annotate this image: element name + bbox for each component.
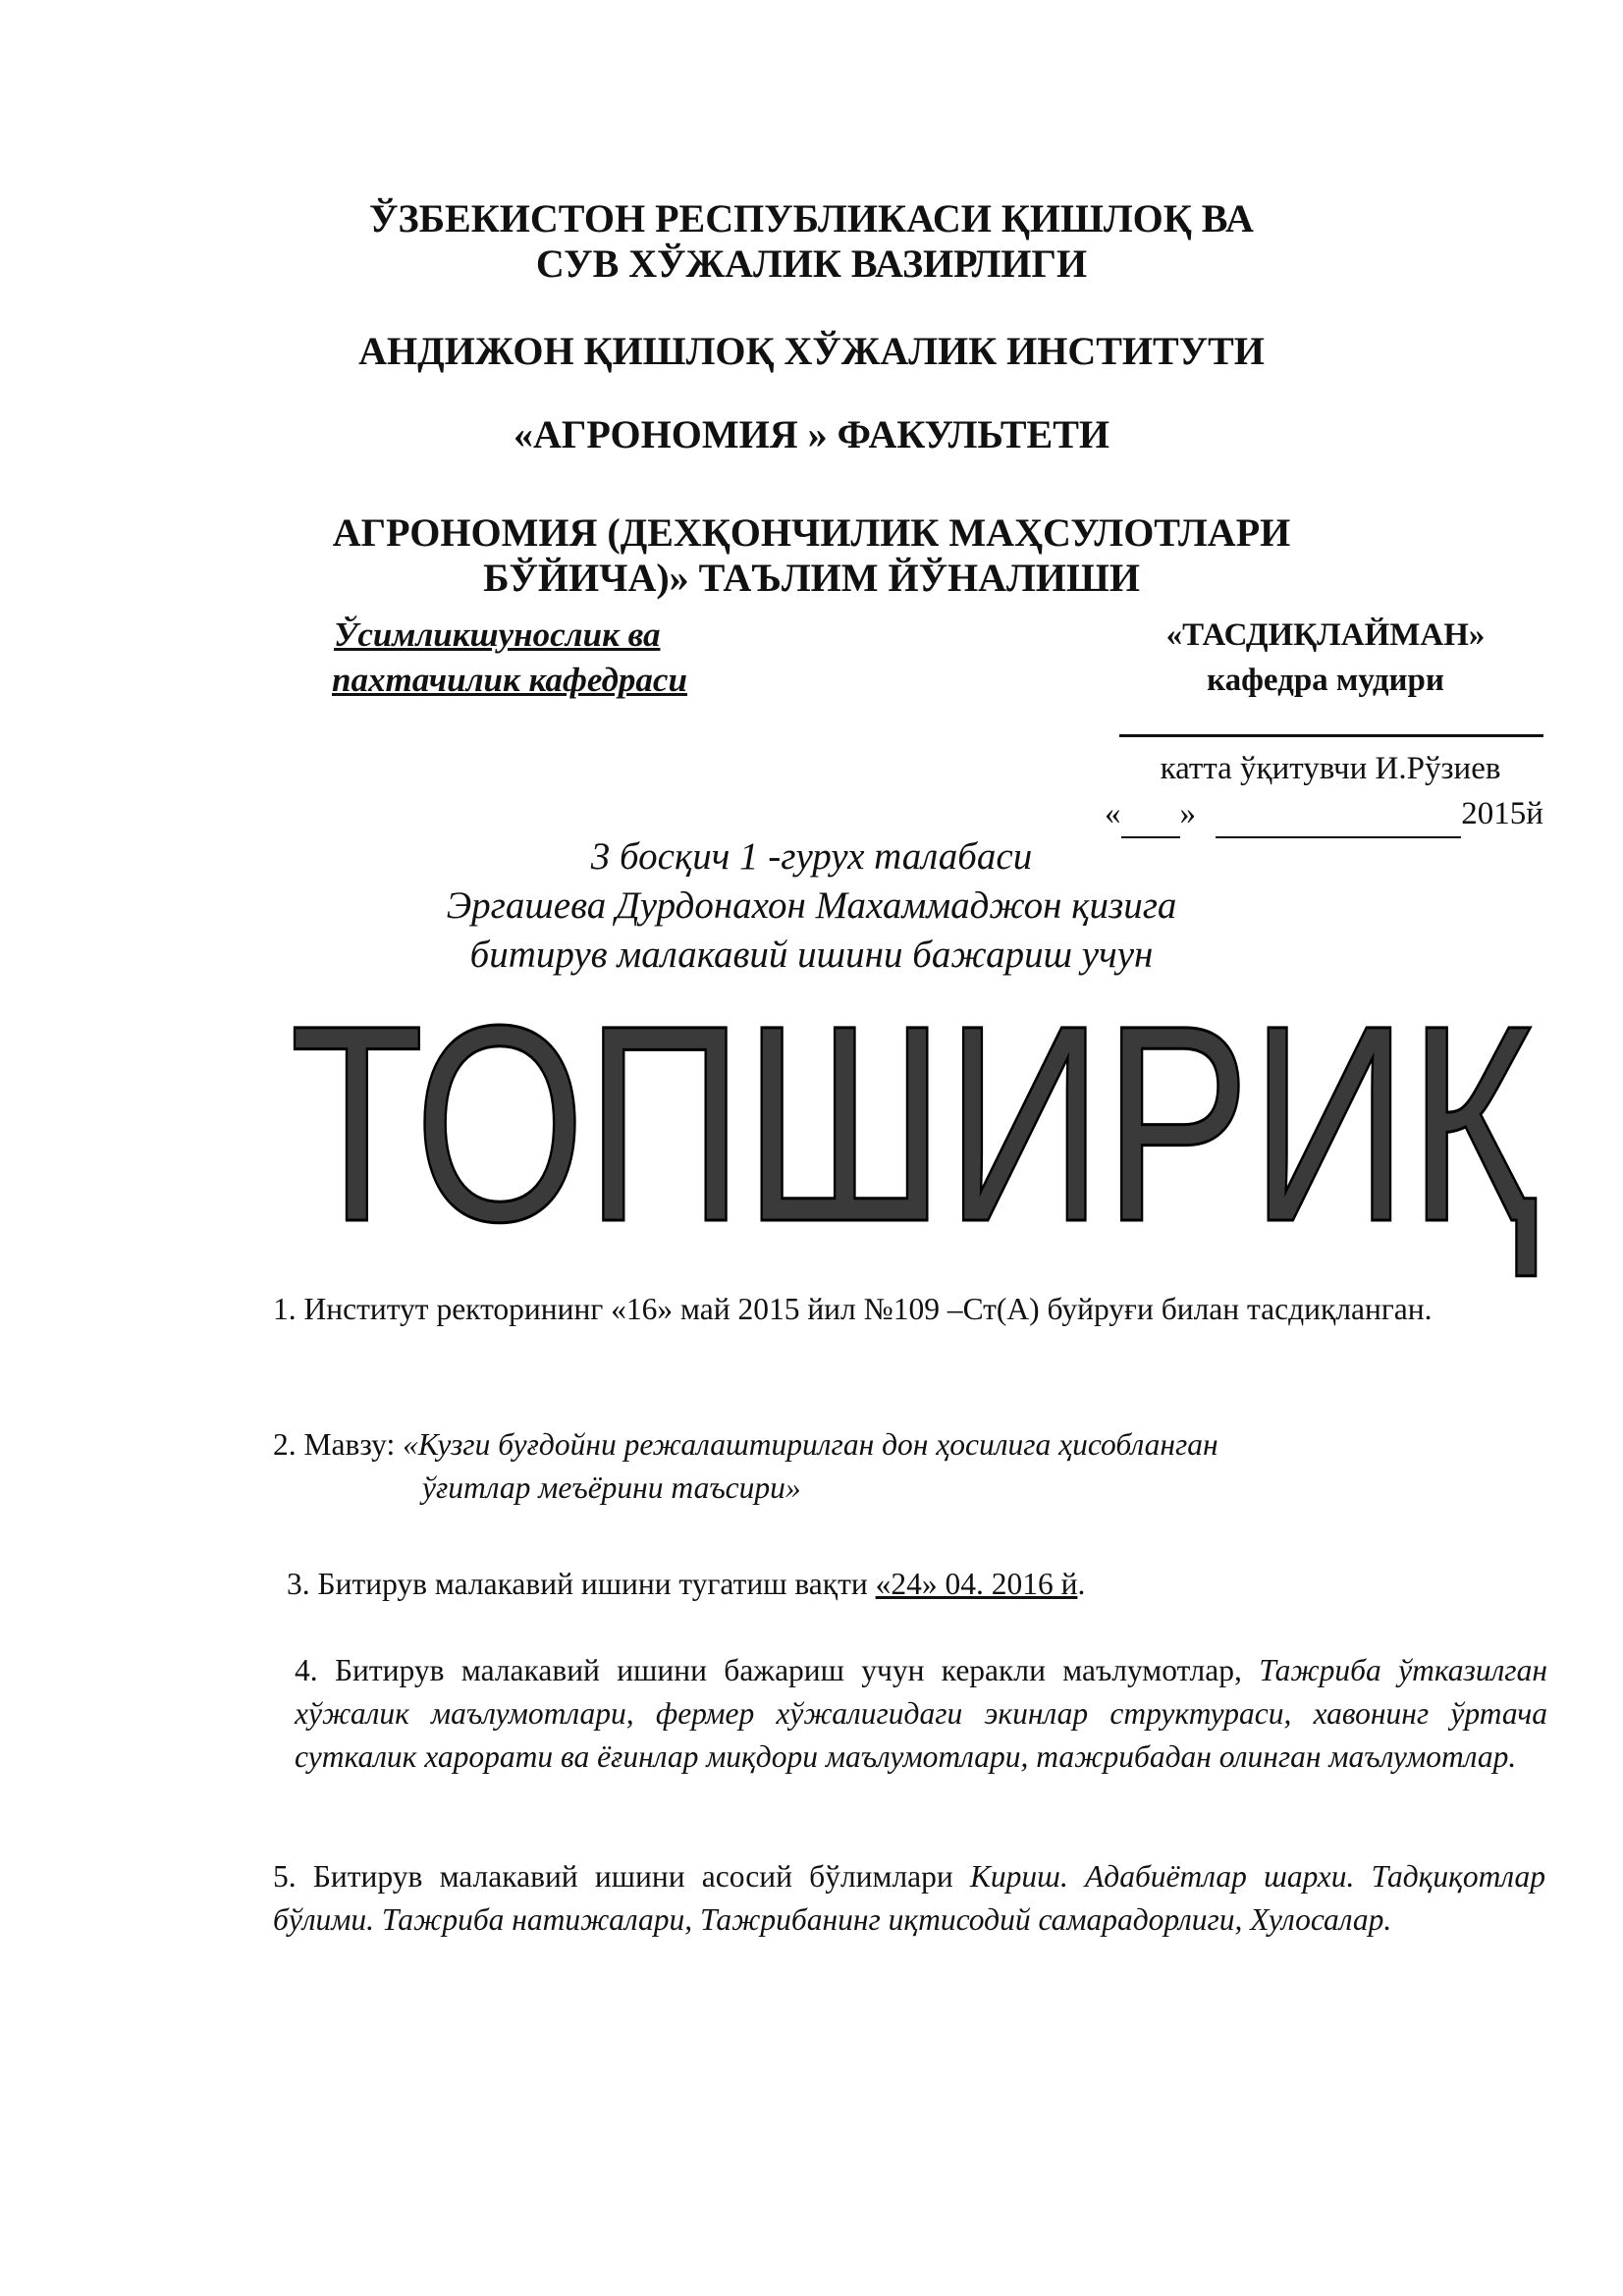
faculty-title: «АГРОНОМИЯ » ФАКУЛЬТЕТИ [513,412,1110,456]
date-open-quote: « [1105,796,1121,831]
item-2 [273,1423,1545,1467]
approval-title: «ТАСДИҚЛАЙМАН» [1165,617,1486,653]
direction-line-2: БЎЙИЧА)» ТАЪЛИМ ЙЎНАЛИШИ [483,556,1140,600]
direction-line-1: АГРОНОМИЯ (ДЕХҚОНЧИЛИК МАҲСУЛОТЛАРИ [332,510,1291,555]
item-4 [295,1649,1547,1779]
department-line-1: Ўсимликшунослик ва [334,615,661,654]
big-title [265,957,1561,1281]
date-close-quote: » [1179,796,1196,831]
item-3-label: 3. Битирув малакавий ишини тугатиш вақти [287,1567,876,1601]
item-5-label: 5. Битирув малакавий ишини асосий бўлимлари [273,1859,970,1894]
item-5 [273,1855,1545,1942]
institute-title: АНДИЖОН ҚИШЛОҚ ХЎЖАЛИК ИНСТИТУТИ [358,329,1265,373]
student-line-2: Эргашева Дурдонахон Махаммаджон қизига [446,884,1177,927]
item-3 [287,1563,1559,1606]
item-5-text: Кириш. Адабиётлар шархи. Тадқиқотлар бўлими. Тажриба натижалари, Тажрибанинг иқтисодий самарадорлиги, Хулосалар. [273,1859,1545,1937]
item-2-topic-line-2: ўғитлар меъёрини таъсири» [422,1470,801,1505]
direction-title [0,510,1623,601]
big-title-text: ТОПШИРИҚ [290,968,1540,1280]
approval-position: кафедра мудири [1207,663,1444,698]
item-4-label: 4. Битирув малакавий ишини бажариш учун керакли маълумотлар, [295,1653,1260,1687]
item-2-label: 2. Мавзу: [273,1427,404,1462]
item-1: 1. Институт ректорининг «16» май 2015 йил №109 –Ст(А) буйруғи билан тасдиқланган. [273,1292,1433,1326]
item-3-end: . [1077,1567,1086,1601]
date-year: 2015й [1461,796,1543,831]
student-line-3: битирув малакавий ишини бажариш учун [469,934,1154,976]
item-3-date: «24» 04. 2016 й [875,1567,1078,1601]
ministry-line-2: СУВ ХЎЖАЛИК ВАЗИРЛИГИ [535,241,1088,286]
department-line-2: пахтачилик кафедраси [332,661,687,699]
signature-line [1119,734,1543,737]
item-2-topic-line-1: «Кузги буғдойни режалаштирилган дон ҳосилига ҳисобланган [403,1427,1218,1462]
approval-block [1100,613,1551,703]
approval-date [1105,791,1543,838]
approval-signer: катта ўқитувчи И.Рўзиев [1160,751,1501,786]
ministry-title [0,196,1623,287]
student-line-1: 3 босқич 1 -гурух талабаси [590,835,1033,878]
ministry-line-1: ЎЗБЕКИСТОН РЕСПУБЛИКАСИ ҚИШЛОҚ ВА [369,196,1254,240]
date-day-blank [1121,791,1180,838]
date-month-blank [1216,791,1461,838]
item-4-text: Тажриба ўтказилган хўжалик маълумотлари, фермер хўжалигидаги экинлар структураси, хавонинг ўртача суткалик харорати ва ёғинлар миқдори маълумотлари, тажрибадан олинган маълумотлар. [295,1653,1547,1774]
